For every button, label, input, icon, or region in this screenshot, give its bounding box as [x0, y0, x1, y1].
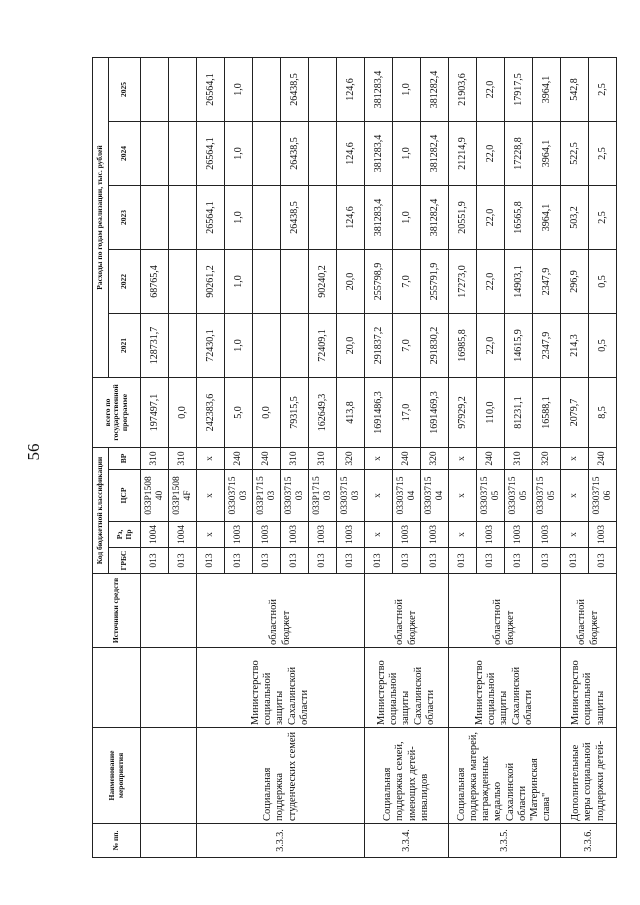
rzpr-cell: 1003	[309, 522, 337, 548]
vr-cell: 320	[337, 448, 365, 470]
year-cell: 72409,1	[309, 314, 337, 378]
measure-name: Социальная поддержка матерей, награжденных медалью Сахалинской области "Материнская слава"	[449, 728, 561, 824]
rzpr-cell: 1003	[477, 522, 505, 548]
vr-cell: 240	[225, 448, 253, 470]
year-cell: 7,0	[393, 250, 421, 314]
header-year: 2022	[109, 250, 141, 314]
rzpr-cell: 1003	[589, 522, 617, 548]
vr-cell: х	[449, 448, 477, 470]
header-year: 2025	[109, 57, 141, 121]
total-cell: 0,0	[169, 378, 197, 448]
year-cell: 21214,9	[449, 122, 477, 186]
year-cell: 381282,4	[421, 186, 449, 250]
table-row	[449, 57, 477, 857]
year-cell: 22,0	[477, 250, 505, 314]
year-cell	[169, 250, 197, 314]
total-cell: 1691469,3	[421, 378, 449, 448]
year-cell: 0,5	[589, 314, 617, 378]
rzpr-cell: 1003	[393, 522, 421, 548]
year-cell: 124,6	[337, 186, 365, 250]
rzpr-cell: х	[561, 522, 589, 548]
grbs-cell: 013	[225, 548, 253, 574]
year-cell: 128731,7	[141, 314, 169, 378]
grbs-cell: 013	[337, 548, 365, 574]
vr-cell: 240	[253, 448, 281, 470]
total-cell: 16588,1	[533, 378, 561, 448]
funding-source: областной бюджет	[561, 574, 617, 648]
grbs-cell: 013	[561, 548, 589, 574]
csr-cell: 033P1715 03	[253, 470, 281, 522]
executor-name: Министерство социальной защиты	[561, 648, 617, 728]
rzpr-cell: 1003	[421, 522, 449, 548]
total-cell: 97929,2	[449, 378, 477, 448]
year-cell: 381282,4	[421, 122, 449, 186]
year-cell: 17917,5	[505, 57, 533, 121]
measure-name: Дополнительные меры социальной поддержки детей-	[561, 728, 617, 824]
vr-cell: х	[197, 448, 225, 470]
year-cell: 291837,2	[365, 314, 393, 378]
year-cell: 16985,8	[449, 314, 477, 378]
csr-cell: 033P1508 4F	[169, 470, 197, 522]
header-csr: ЦСР	[109, 470, 141, 522]
executor-name: Министерство социальной защиты Сахалинской области	[365, 648, 449, 728]
year-cell	[281, 250, 309, 314]
rzpr-cell: х	[197, 522, 225, 548]
rzpr-cell: х	[365, 522, 393, 548]
year-cell	[141, 122, 169, 186]
rzpr-cell: 1003	[225, 522, 253, 548]
csr-cell: 03303715 03	[225, 470, 253, 522]
vr-cell: х	[561, 448, 589, 470]
year-cell: 22,0	[477, 122, 505, 186]
year-cell: 26564,1	[197, 57, 225, 121]
total-cell: 5,0	[225, 378, 253, 448]
total-cell: 413,8	[337, 378, 365, 448]
year-cell: 2,5	[589, 186, 617, 250]
year-cell: 214,3	[561, 314, 589, 378]
csr-cell: 033P1508 40	[141, 470, 169, 522]
grbs-cell: 013	[281, 548, 309, 574]
year-cell: 381283,4	[365, 122, 393, 186]
page-number: 56	[24, 443, 43, 461]
year-cell	[309, 122, 337, 186]
year-cell: 22,0	[477, 57, 505, 121]
year-cell: 90240,2	[309, 250, 337, 314]
year-cell: 124,6	[337, 57, 365, 121]
year-cell: 1,0	[225, 186, 253, 250]
year-cell: 296,9	[561, 250, 589, 314]
vr-cell: 310	[505, 448, 533, 470]
year-cell: 503,2	[561, 186, 589, 250]
year-cell: 381282,4	[421, 57, 449, 121]
grbs-cell: 013	[589, 548, 617, 574]
rzpr-cell: х	[449, 522, 477, 548]
measure-name	[141, 728, 197, 824]
year-cell: 0,5	[589, 250, 617, 314]
row-number: 3.3.4.	[365, 824, 449, 858]
rzpr-cell: 1004	[169, 522, 197, 548]
rzpr-cell: 1003	[505, 522, 533, 548]
rzpr-cell: 1003	[281, 522, 309, 548]
year-cell: 1,0	[225, 314, 253, 378]
total-cell: 197497,1	[141, 378, 169, 448]
grbs-cell: 013	[421, 548, 449, 574]
csr-cell: 03303715 05	[533, 470, 561, 522]
grbs-cell: 013	[365, 548, 393, 574]
budget-table	[92, 57, 617, 858]
vr-cell: 320	[533, 448, 561, 470]
year-cell: 16565,8	[505, 186, 533, 250]
funding-source: областной бюджет	[365, 574, 449, 648]
year-cell	[169, 314, 197, 378]
year-cell: 17273,0	[449, 250, 477, 314]
table-row	[141, 57, 169, 857]
year-cell	[169, 122, 197, 186]
year-cell	[141, 186, 169, 250]
year-cell: 14615,9	[505, 314, 533, 378]
grbs-cell: 013	[141, 548, 169, 574]
vr-cell: 320	[421, 448, 449, 470]
year-cell: 255798,9	[365, 250, 393, 314]
row-number: 3.3.3.	[197, 824, 365, 858]
year-cell: 3964,1	[533, 186, 561, 250]
total-cell: 242383,6	[197, 378, 225, 448]
year-cell: 2347,9	[533, 314, 561, 378]
year-cell	[141, 57, 169, 121]
executor-name: Министерство социальной защиты Сахалинской области	[449, 648, 561, 728]
rzpr-cell: 1004	[141, 522, 169, 548]
header-name: Наименование мероприятия	[93, 728, 141, 824]
vr-cell: 240	[589, 448, 617, 470]
year-cell: 20,0	[337, 250, 365, 314]
total-cell: 1691486,3	[365, 378, 393, 448]
csr-cell: х	[561, 470, 589, 522]
year-cell: 26438,5	[281, 122, 309, 186]
csr-cell: 03303715 06	[589, 470, 617, 522]
header-rzpr: Рз, Пр	[109, 522, 141, 548]
csr-cell: 03303715 04	[393, 470, 421, 522]
header-executor	[93, 648, 141, 728]
year-cell: 26564,1	[197, 186, 225, 250]
total-cell: 81231,1	[505, 378, 533, 448]
executor-name	[141, 648, 197, 728]
year-cell	[253, 250, 281, 314]
rzpr-cell: 1003	[533, 522, 561, 548]
vr-cell: 240	[477, 448, 505, 470]
header-year: 2021	[109, 314, 141, 378]
vr-cell: 310	[309, 448, 337, 470]
total-cell: 79315,5	[281, 378, 309, 448]
header-no: № пп.	[93, 824, 141, 858]
funding-source: областной бюджет	[197, 574, 365, 648]
total-cell: 110,0	[477, 378, 505, 448]
rzpr-cell: 1003	[337, 522, 365, 548]
csr-cell: 03303715 03	[281, 470, 309, 522]
grbs-cell: 013	[505, 548, 533, 574]
year-cell: 255791,9	[421, 250, 449, 314]
year-cell: 1,0	[393, 57, 421, 121]
header-year: 2023	[109, 186, 141, 250]
table-body	[141, 57, 617, 857]
csr-cell: х	[197, 470, 225, 522]
csr-cell: 033P1715 03	[309, 470, 337, 522]
funding-source: областной бюджет	[449, 574, 561, 648]
year-cell: 2,5	[589, 122, 617, 186]
year-cell: 14903,1	[505, 250, 533, 314]
year-cell: 1,0	[393, 122, 421, 186]
year-cell: 291830,2	[421, 314, 449, 378]
header-source: Источники средств	[93, 574, 141, 648]
total-cell: 2079,7	[561, 378, 589, 448]
year-cell: 7,0	[393, 314, 421, 378]
year-cell: 20,0	[337, 314, 365, 378]
year-cell: 17228,8	[505, 122, 533, 186]
csr-cell: 03303715 05	[505, 470, 533, 522]
grbs-cell: 013	[393, 548, 421, 574]
year-cell: 2,5	[589, 57, 617, 121]
year-cell	[253, 314, 281, 378]
total-cell: 17,0	[393, 378, 421, 448]
grbs-cell: 013	[533, 548, 561, 574]
year-cell: 1,0	[225, 250, 253, 314]
csr-cell: х	[449, 470, 477, 522]
year-cell	[169, 186, 197, 250]
header-total: всего по государственной программе	[93, 378, 141, 448]
csr-cell: х	[365, 470, 393, 522]
grbs-cell: 013	[169, 548, 197, 574]
year-cell: 124,6	[337, 122, 365, 186]
table-row	[197, 57, 225, 857]
total-cell: 8,5	[589, 378, 617, 448]
executor-name: Министерство социальной защиты Сахалинской области	[197, 648, 365, 728]
year-cell: 68765,4	[141, 250, 169, 314]
funding-source	[141, 574, 197, 648]
csr-cell: 03303715 03	[337, 470, 365, 522]
year-cell: 3964,1	[533, 122, 561, 186]
measure-name: Социальная поддержка студенческих семей	[197, 728, 365, 824]
year-cell: 22,0	[477, 314, 505, 378]
total-cell: 162649,3	[309, 378, 337, 448]
year-cell	[309, 57, 337, 121]
table-row	[561, 57, 589, 857]
year-cell: 1,0	[393, 186, 421, 250]
vr-cell: 310	[169, 448, 197, 470]
rzpr-cell: 1003	[253, 522, 281, 548]
table-row	[365, 57, 393, 857]
year-cell: 2347,9	[533, 250, 561, 314]
year-cell: 3964,1	[533, 57, 561, 121]
year-cell: 381283,4	[365, 186, 393, 250]
header-vr: ВР	[109, 448, 141, 470]
vr-cell: х	[365, 448, 393, 470]
year-cell: 1,0	[225, 57, 253, 121]
year-cell: 26438,5	[281, 186, 309, 250]
grbs-cell: 013	[449, 548, 477, 574]
header-year: 2024	[109, 122, 141, 186]
year-cell: 26438,5	[281, 57, 309, 121]
header-code-group: Код бюджетной классификации	[93, 448, 109, 574]
measure-name: Социальная поддержка семей, имеющих детей-инвалидов	[365, 728, 449, 824]
year-cell: 522,5	[561, 122, 589, 186]
year-cell: 26564,1	[197, 122, 225, 186]
header-years-group: Расходы по годам реализации, тыс. рублей	[93, 57, 109, 377]
year-cell	[309, 186, 337, 250]
grbs-cell: 013	[253, 548, 281, 574]
year-cell: 72430,1	[197, 314, 225, 378]
grbs-cell: 013	[477, 548, 505, 574]
year-cell: 20551,9	[449, 186, 477, 250]
year-cell	[281, 314, 309, 378]
year-cell	[253, 122, 281, 186]
year-cell	[169, 57, 197, 121]
total-cell: 0,0	[253, 378, 281, 448]
csr-cell: 03303715 04	[421, 470, 449, 522]
vr-cell: 240	[393, 448, 421, 470]
budget-table-sheet	[92, 58, 613, 858]
csr-cell: 03303715 05	[477, 470, 505, 522]
header-grbs: ГРБС	[109, 548, 141, 574]
grbs-cell: 013	[197, 548, 225, 574]
year-cell: 21903,6	[449, 57, 477, 121]
row-number: 3.3.5.	[449, 824, 561, 858]
year-cell: 381283,4	[365, 57, 393, 121]
vr-cell: 310	[281, 448, 309, 470]
row-number	[141, 824, 197, 858]
year-cell	[253, 186, 281, 250]
grbs-cell: 013	[309, 548, 337, 574]
year-cell: 542,8	[561, 57, 589, 121]
year-cell: 22,0	[477, 186, 505, 250]
year-cell: 90261,2	[197, 250, 225, 314]
row-number: 3.3.6.	[561, 824, 617, 858]
year-cell	[253, 57, 281, 121]
year-cell: 1,0	[225, 122, 253, 186]
vr-cell: 310	[141, 448, 169, 470]
